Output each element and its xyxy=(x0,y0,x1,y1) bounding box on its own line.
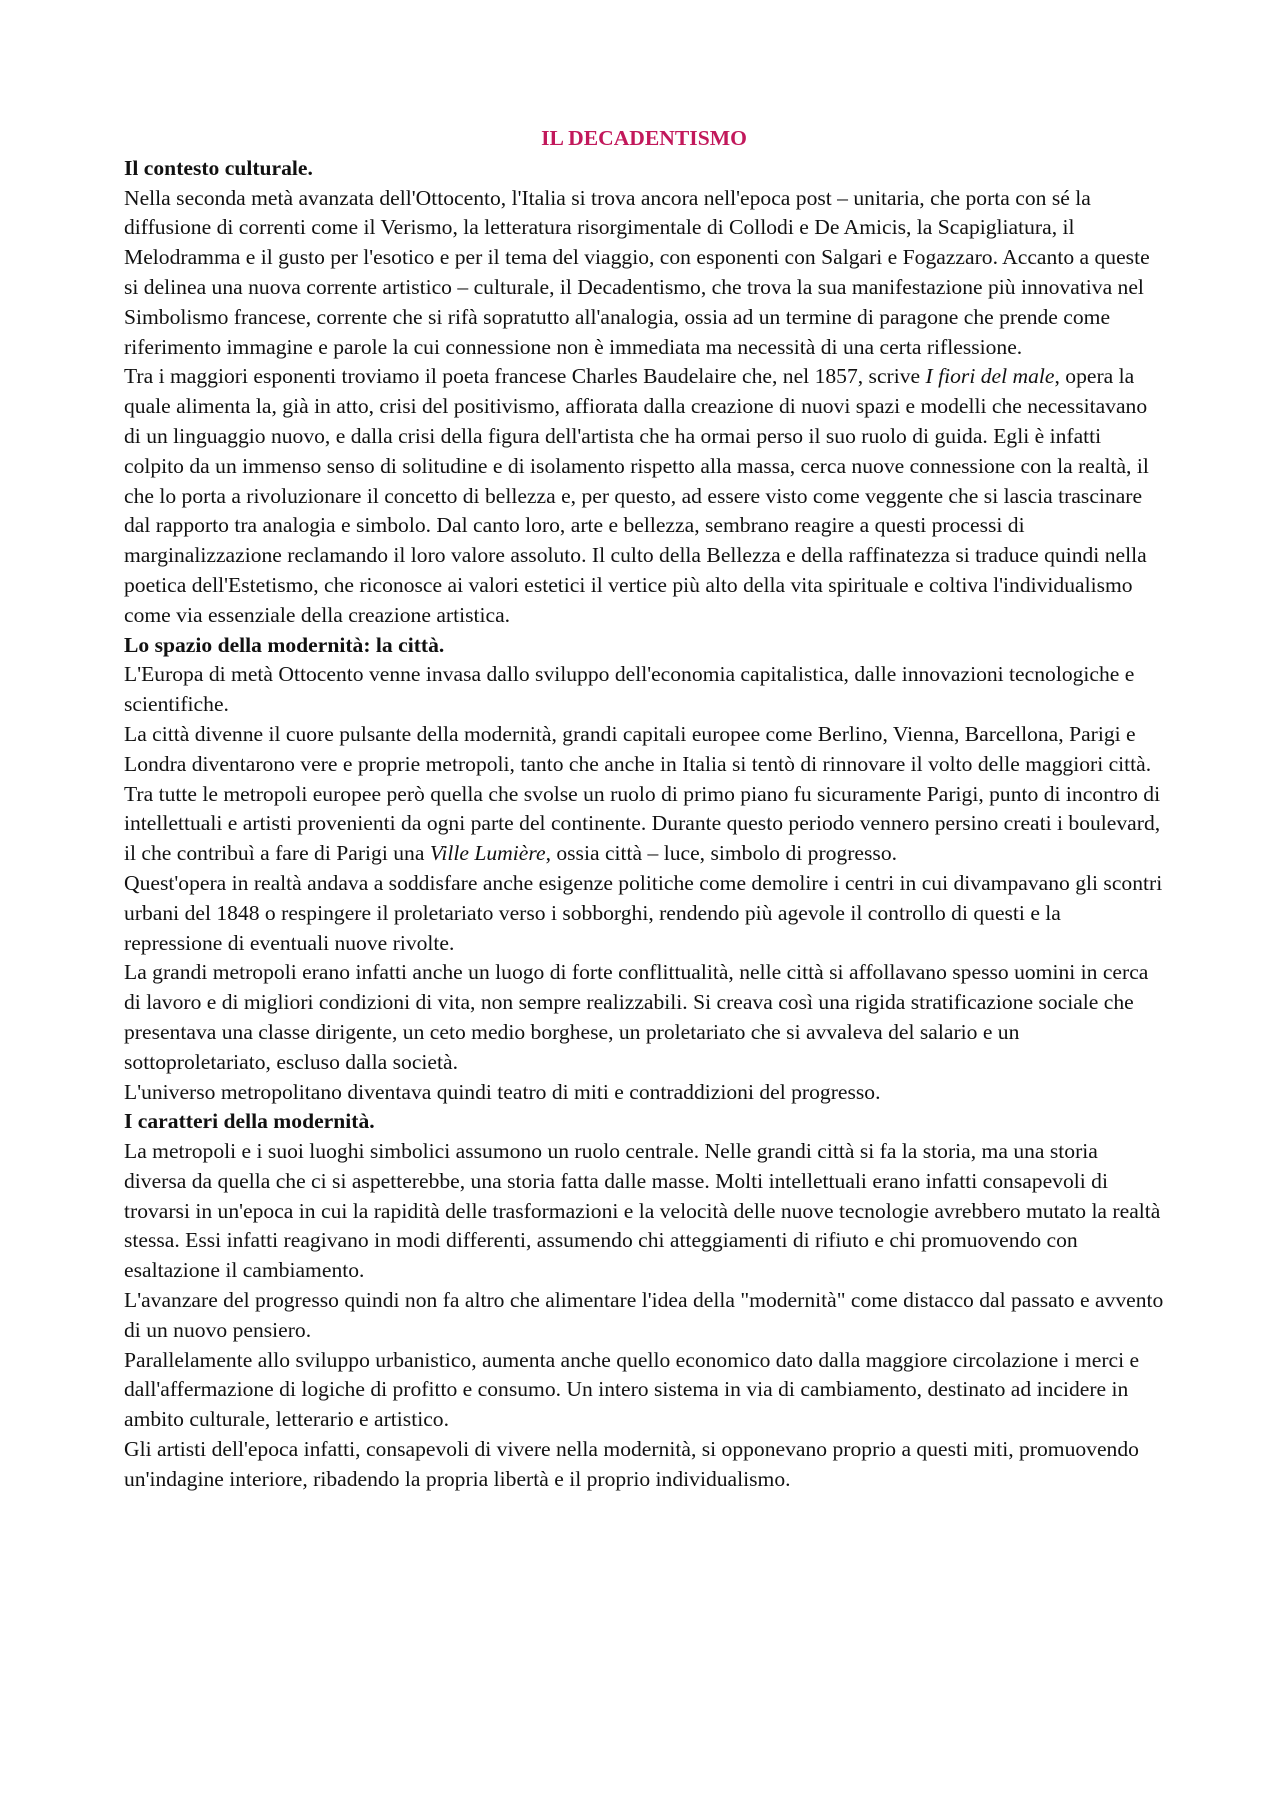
paragraph: L'Europa di metà Ottocento venne invasa dallo sviluppo dell'economia capitalistica, dalle innovazioni tecnologiche e scientifiche. xyxy=(124,662,1135,717)
paragraph: La grandi metropoli erano infatti anche un luogo di forte conflittualità, nelle città si affollavano spesso uomini in cerca di lavoro e di migliori condizioni di vita, non sempre realizzabili. Si creava così una rigida stratificazione sociale che presentava una classe dirigente, un ceto medio borghese, un proletariato che si avvaleva del salario e un sottoproletariato, escluso dalla società. xyxy=(124,960,1149,1074)
paragraph-text: Tra i maggiori esponenti troviamo il poeta francese Charles Baudelaire che, nel 1857, scrive xyxy=(124,364,926,389)
paragraph: La città divenne il cuore pulsante della modernità, grandi capitali europee come Berlino, Vienna, Barcellona, Parigi e Londra diventarono vere e proprie metropoli, tanto che anche in Italia si tentò di rinnovare il volto delle maggiori città. xyxy=(124,721,1152,776)
paragraph: L'universo metropolitano diventava quindi teatro di miti e contraddizioni del progresso. xyxy=(124,1079,881,1104)
document-page xyxy=(124,124,1164,1495)
document-title: IL DECADENTISMO xyxy=(541,126,747,150)
section-heading-caratteri: I caratteri della modernità. xyxy=(124,1109,375,1134)
paragraph: L'avanzare del progresso quindi non fa altro che alimentare l'idea della "modernità" come distacco dal passato e avvento di un nuovo pensiero. xyxy=(124,1288,1164,1342)
paragraph xyxy=(124,362,1164,630)
book-title: I fiori del male xyxy=(925,364,1055,389)
paragraph-text: , opera la quale alimenta la, già in atto, crisi del positivismo, affiorata dalla creazione di nuovi spazi e modelli che necessitavano di un linguaggio nuovo, e dalla crisi della figura dell'artista che ha ormai perso il suo ruolo di guida. Egli è infatti colpito da un immenso senso di solitudine e di isolamento rispetto alla massa, cerca nuove connessione con la realtà, il che lo porta a rivoluzionare il concetto di bellezza e, per questo, ad essere visto come veggente che si lascia trascinare dal rapporto tra analogia e simbolo. Dal canto loro, arte e bellezza, sembrano reagire a questi processi di marginalizzazione reclamando il loro valore assoluto. Il culto della Bellezza e della raffinatezza si traduce quindi nella poetica dell'Estetismo, che riconosce ai valori estetici il vertice più alto della vita spirituale e coltiva l'individualismo come via essenziale della creazione artistica. xyxy=(124,364,1149,627)
paragraph: Quest'opera in realtà andava a soddisfare anche esigenze politiche come demolire i centri in cui divampavano gli scontri urbani del 1848 o respingere il proletariato verso i sobborghi, rendendo più agevole il controllo di questi e la repressione di eventuali nuove rivolte. xyxy=(124,870,1163,955)
paragraph-text: Tra tutte le metropoli europee però quella che svolse un ruolo di primo piano fu sicuramente Parigi, punto di incontro di intellettuali e artisti provenienti da ogni parte del continente. Durante questo periodo vennero persino creati i boulevard, il che contribuì a fare di Parigi una xyxy=(124,781,1161,866)
paragraph: Gli artisti dell'epoca infatti, consapevoli di vivere nella modernità, si opponevano proprio a questi miti, promuovendo un'indagine interiore, ribadendo la propria libertà e il proprio individualismo. xyxy=(124,1437,1139,1491)
paragraph: Nella seconda metà avanzata dell'Ottocento, l'Italia si trova ancora nell'epoca post – unitaria, che porta con sé la diffusione di correnti come il Verismo, la letteratura risorgimentale di Collodi e De Amicis, la Scapigliatura, il Melodramma e il gusto per l'esotico e per il tema del viaggio, con esponenti con Salgari e Fogazzaro. Accanto a queste si delinea una nuova corrente artistico – culturale, il Decadentismo, che trova la sua manifestazione più innovativa nel Simbolismo francese, corrente che si rifà sopratutto all'analogia, ossia ad un termine di paragone che prende come riferimento immagine e parole la cui connessione non è immediata ma necessità di una certa riflessione. xyxy=(124,185,1150,359)
paragraph: La metropoli e i suoi luoghi simbolici assumono un ruolo centrale. Nelle grandi città si fa la storia, ma una storia diversa da quella che ci si aspetterebbe, una storia fatta dalle masse. Molti intellettuali erano infatti consapevoli di trovarsi in un'epoca in cui la rapidità delle trasformazioni e la velocità delle nuove tecnologie avrebbero mutato la realtà stessa. Essi infatti reagivano in modi differenti, assumendo chi atteggiamenti di rifiuto e chi promuovendo con esaltazione il cambiamento. xyxy=(124,1139,1161,1283)
paragraph xyxy=(124,780,1164,869)
paragraph-text: , ossia città – luce, simbolo di progresso. xyxy=(545,841,898,866)
paragraph: Parallelamente allo sviluppo urbanistico, aumenta anche quello economico dato dalla maggiore circolazione i merci e dall'affermazione di logiche di profitto e consumo. Un intero sistema in via di cambiamento, destinato ad incidere in ambito culturale, letterario e artistico. xyxy=(124,1347,1140,1432)
section-heading-contesto: Il contesto culturale. xyxy=(124,155,313,180)
italic-term: Ville Lumière xyxy=(429,841,546,866)
section-heading-spazio: Lo spazio della modernità: la città. xyxy=(124,632,445,657)
